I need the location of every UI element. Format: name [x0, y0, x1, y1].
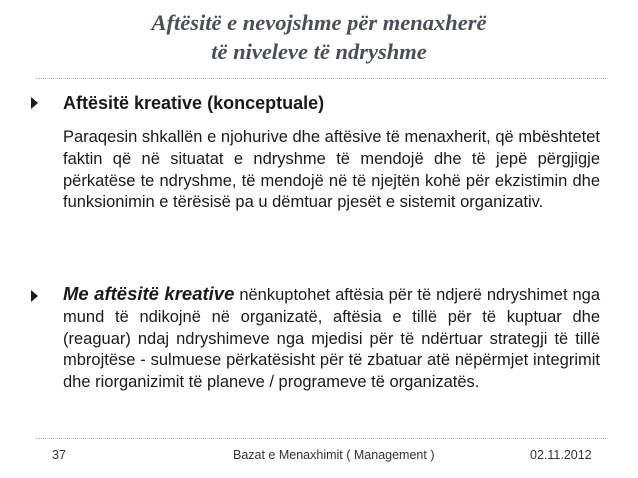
section-heading: Aftësitë kreative (konceptuale): [63, 93, 325, 113]
footer-date: 02.11.2012: [530, 448, 592, 462]
footer-course-title: Bazat e Menaxhimit ( Management ): [233, 448, 435, 462]
slide-title: [0, 8, 638, 66]
bullet-lead-term: Me aftësitë kreative: [63, 283, 235, 304]
footer-divider: [36, 438, 608, 439]
bullet-paragraph: [63, 283, 600, 394]
slide-number: 37: [52, 448, 66, 462]
bullet-arrow-icon: [31, 290, 38, 302]
bullet-text: nënkuptohet aftësia për të ndjerë ndryshimet nga mund të ndikojnë në organizatë, aftësia e tillë për të kuptuar dhe (reaguar) ndaj ndryshimeve nga mjedisi për të ndërtuar strategji të tillë mbrojtëse - sulmuese përkatësisht për të zbatuar atë nëpërmjet integrimit dhe riorganizimit të planeve / programeve të organizatës.: [63, 286, 601, 392]
bullet-arrow-icon: [31, 97, 38, 109]
title-divider: [36, 78, 608, 79]
title-line-1: Aftësitë e nevojshme për menaxherë: [151, 10, 487, 35]
title-line-2: të niveleve të ndryshme: [211, 39, 427, 64]
section-paragraph: Paraqesin shkallën e njohurive dhe aftësive të menaxherit, që mbështetet faktin që në situatat e ndryshme të mendojë dhe të jepë përgjigje përkatëse te ndryshme, të mendojë në të njejtën kohë për ekzistimin dhe funksionimin e tërësisë pa u dëmtuar pjesët e sistemit organizativ.: [63, 128, 600, 212]
